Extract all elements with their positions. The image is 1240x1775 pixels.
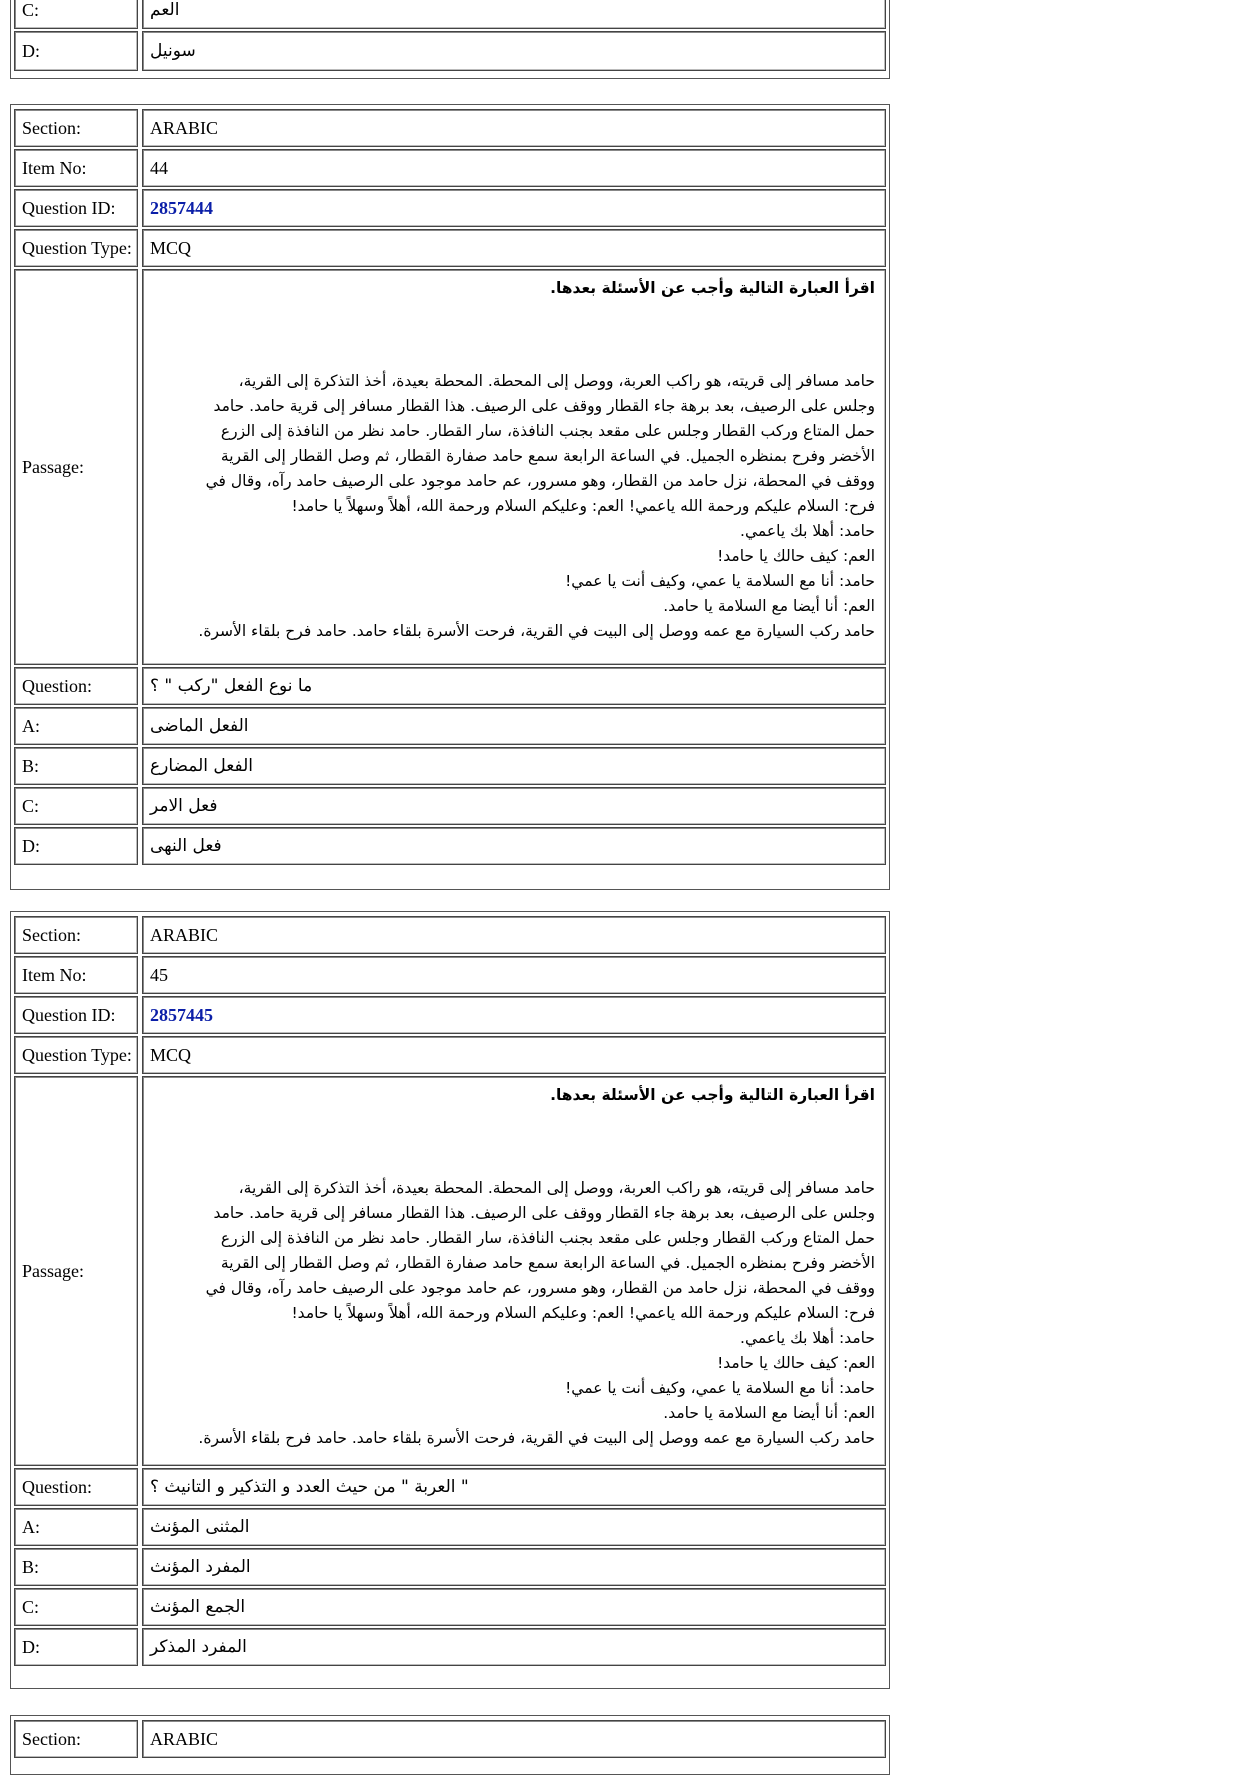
passage-line: حامد: أهلا بك ياعمي. bbox=[740, 522, 875, 540]
passage-line: العم: أنا أيضا مع السلامة يا حامد. bbox=[663, 1404, 875, 1422]
option-b-row bbox=[14, 1548, 886, 1586]
option-c-row bbox=[14, 787, 886, 825]
passage-line: حامد: أهلا بك ياعمي. bbox=[740, 1329, 875, 1347]
item-no-label: Item No: bbox=[14, 149, 138, 187]
option-c-label: C: bbox=[14, 1588, 138, 1626]
section-row bbox=[14, 916, 886, 954]
option-c-row bbox=[14, 0, 886, 29]
question-block bbox=[10, 104, 890, 890]
section-value: ARABIC bbox=[142, 1720, 886, 1758]
option-b-value: الفعل المضارع bbox=[142, 747, 886, 785]
passage-line: الأخضر وفرح بمنظره الجميل. في الساعة الرابعة سمع حامد صفارة القطار، ثم وصل القطار إلى القرية bbox=[220, 447, 875, 465]
section-label: Section: bbox=[14, 109, 138, 147]
option-b-label: B: bbox=[14, 747, 138, 785]
option-d-row bbox=[14, 827, 886, 865]
option-b-value: المفرد المؤنث bbox=[142, 1548, 886, 1586]
option-d-row bbox=[14, 1628, 886, 1666]
question-block bbox=[10, 911, 890, 1689]
section-row bbox=[14, 109, 886, 147]
question-row bbox=[14, 1468, 886, 1506]
section-label: Section: bbox=[14, 916, 138, 954]
question-id-row bbox=[14, 189, 886, 227]
option-a-label: A: bbox=[14, 707, 138, 745]
passage-line: حامد: أنا مع السلامة يا عمي، وكيف أنت يا عمي! bbox=[565, 1379, 875, 1397]
question-type-label: Question Type: bbox=[14, 1036, 138, 1074]
option-c-value: فعل الامر bbox=[142, 787, 886, 825]
question-block-partial-bottom bbox=[10, 1715, 890, 1775]
passage-line: حامد مسافر إلى قريته، هو راكب العربة، ووصل إلى المحطة. المحطة بعيدة، أخذ التذكرة إلى القرية، bbox=[238, 372, 875, 390]
item-no-row bbox=[14, 149, 886, 187]
passage-line: حامد: أنا مع السلامة يا عمي، وكيف أنت يا عمي! bbox=[565, 572, 875, 590]
passage-line: وجلس على الرصيف، بعد برهة جاء القطار ووقف على الرصيف. هذا القطار مسافر إلى قرية حامد. حامد bbox=[213, 1204, 875, 1222]
option-c-label: C: bbox=[14, 787, 138, 825]
passage-line: حامد مسافر إلى قريته، هو راكب العربة، ووصل إلى المحطة. المحطة بعيدة، أخذ التذكرة إلى القرية، bbox=[238, 1179, 875, 1197]
passage-line: فرح: السلام عليكم ورحمة الله ياعمي! العم: وعليكم السلام ورحمة الله، أهلاً وسهلاً يا حامد! bbox=[291, 497, 875, 515]
passage-line: ووقف في المحطة، نزل حامد من القطار، وهو مسرور، عم حامد موجود على الرصيف حامد رآه، وقال في bbox=[205, 1279, 875, 1297]
question-text: " العربة " من حيث العدد و التذكير و التانيث ؟ bbox=[142, 1468, 886, 1506]
item-no-row bbox=[14, 956, 886, 994]
passage-line: وجلس على الرصيف، بعد برهة جاء القطار ووقف على الرصيف. هذا القطار مسافر إلى قرية حامد. حامد bbox=[213, 397, 875, 415]
question-id-label: Question ID: bbox=[14, 189, 138, 227]
section-row bbox=[14, 1720, 886, 1758]
question-text: ما نوع الفعل "ركب " ؟ bbox=[142, 667, 886, 705]
question-row bbox=[14, 667, 886, 705]
item-no-label: Item No: bbox=[14, 956, 138, 994]
question-id-label: Question ID: bbox=[14, 996, 138, 1034]
passage-line: حامد ركب السيارة مع عمه ووصل إلى البيت في القرية، فرحت الأسرة بلقاء حامد. حامد فرح بلقاء الأسرة. bbox=[198, 1429, 875, 1447]
passage-line: حامد ركب السيارة مع عمه ووصل إلى البيت في القرية، فرحت الأسرة بلقاء حامد. حامد فرح بلقاء الأسرة. bbox=[198, 622, 875, 640]
question-type-label: Question Type: bbox=[14, 229, 138, 267]
option-a-value: المثنى المؤنث bbox=[142, 1508, 886, 1546]
passage-line: حمل المتاع وركب القطار وجلس على مقعد بجنب النافذة، سار القطار. حامد نظر من النافذة إلى الزرع bbox=[220, 422, 875, 440]
question-label: Question: bbox=[14, 1468, 138, 1506]
question-id-value: 2857444 bbox=[142, 189, 886, 227]
question-block-partial-top bbox=[10, 0, 890, 79]
passage-heading: اقرأ العبارة التالية وأجب عن الأسئلة بعدها. bbox=[550, 1086, 875, 1104]
passage-label: Passage: bbox=[14, 269, 138, 665]
option-d-label: D: bbox=[14, 827, 138, 865]
section-value: ARABIC bbox=[142, 109, 886, 147]
passage-row bbox=[14, 269, 886, 665]
option-a-value: الفعل الماضى bbox=[142, 707, 886, 745]
item-no-value: 45 bbox=[142, 956, 886, 994]
option-b-row bbox=[14, 747, 886, 785]
passage-line: العم: أنا أيضا مع السلامة يا حامد. bbox=[663, 597, 875, 615]
passage-line: العم: كيف حالك يا حامد! bbox=[717, 547, 875, 565]
question-label: Question: bbox=[14, 667, 138, 705]
question-type-row bbox=[14, 1036, 886, 1074]
question-type-row bbox=[14, 229, 886, 267]
item-no-value: 44 bbox=[142, 149, 886, 187]
question-type-value: MCQ bbox=[142, 229, 886, 267]
option-d-value: المفرد المذكر bbox=[142, 1628, 886, 1666]
option-a-row bbox=[14, 707, 886, 745]
option-d-value: فعل النهى bbox=[142, 827, 886, 865]
passage-text bbox=[142, 1076, 886, 1466]
question-id-value: 2857445 bbox=[142, 996, 886, 1034]
passage-text bbox=[142, 269, 886, 665]
passage-label: Passage: bbox=[14, 1076, 138, 1466]
section-value: ARABIC bbox=[142, 916, 886, 954]
option-d-label: D: bbox=[14, 31, 138, 71]
passage-line: الأخضر وفرح بمنظره الجميل. في الساعة الرابعة سمع حامد صفارة القطار، ثم وصل القطار إلى القرية bbox=[220, 1254, 875, 1272]
option-c-label: C: bbox=[14, 0, 138, 29]
passage-line: العم: كيف حالك يا حامد! bbox=[717, 1354, 875, 1372]
option-c-value: العم bbox=[142, 0, 886, 29]
option-d-label: D: bbox=[14, 1628, 138, 1666]
option-d-row bbox=[14, 31, 886, 71]
question-type-value: MCQ bbox=[142, 1036, 886, 1074]
option-d-value: سونيل bbox=[142, 31, 886, 71]
passage-row bbox=[14, 1076, 886, 1466]
option-a-label: A: bbox=[14, 1508, 138, 1546]
question-id-row bbox=[14, 996, 886, 1034]
passage-line: فرح: السلام عليكم ورحمة الله ياعمي! العم: وعليكم السلام ورحمة الله، أهلاً وسهلاً يا حامد! bbox=[291, 1304, 875, 1322]
option-c-value: الجمع المؤنث bbox=[142, 1588, 886, 1626]
passage-line: حمل المتاع وركب القطار وجلس على مقعد بجنب النافذة، سار القطار. حامد نظر من النافذة إلى الزرع bbox=[220, 1229, 875, 1247]
passage-heading: اقرأ العبارة التالية وأجب عن الأسئلة بعدها. bbox=[550, 279, 875, 297]
option-a-row bbox=[14, 1508, 886, 1546]
option-b-label: B: bbox=[14, 1548, 138, 1586]
option-c-row bbox=[14, 1588, 886, 1626]
passage-line: ووقف في المحطة، نزل حامد من القطار، وهو مسرور، عم حامد موجود على الرصيف حامد رآه، وقال في bbox=[205, 472, 875, 490]
section-label: Section: bbox=[14, 1720, 138, 1758]
